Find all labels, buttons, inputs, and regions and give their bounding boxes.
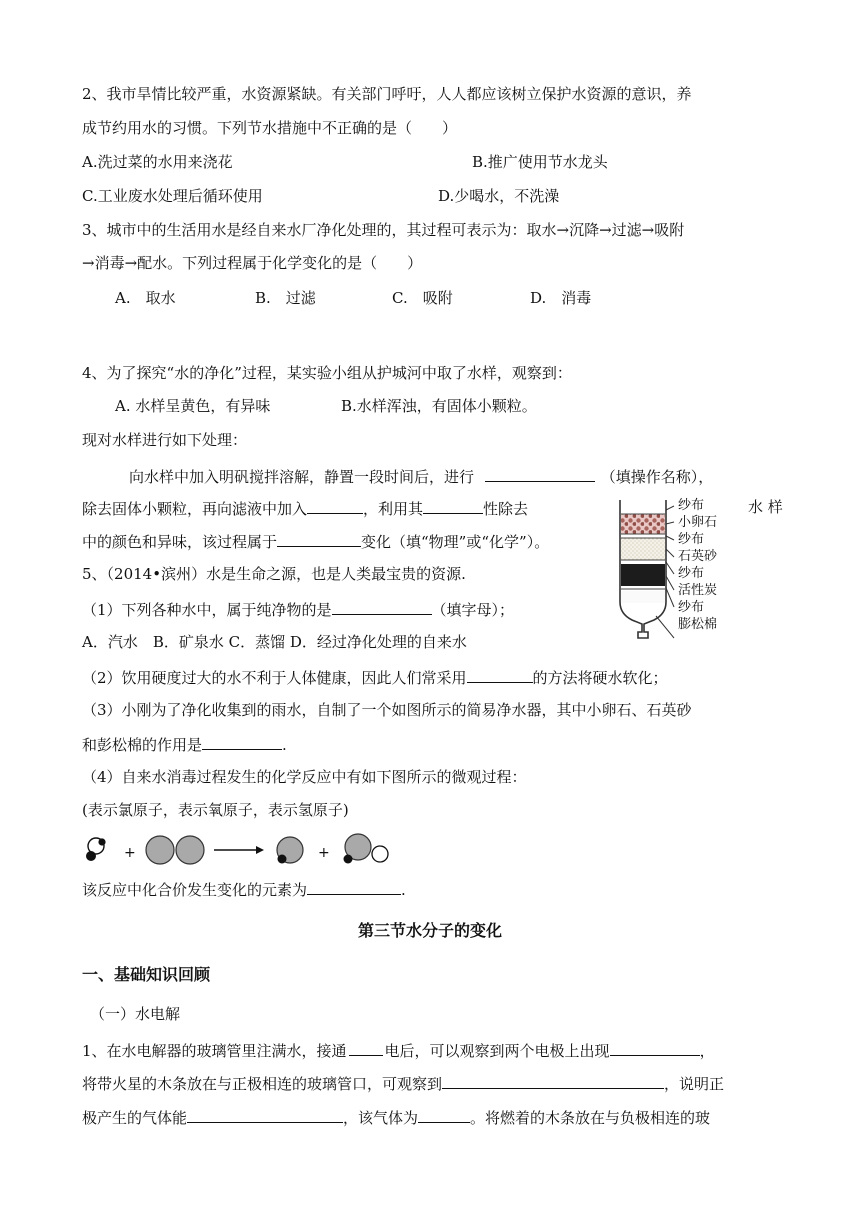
- e1-line2: [82, 1072, 724, 1094]
- q5-sub3-line1: （3）小刚为了净化收集到的雨水，自制了一个如图所示的简易净水器，其中小卵石、石英砂: [82, 701, 692, 719]
- q5-sub3-text-b: .: [282, 736, 287, 754]
- q4-para3: [82, 530, 549, 552]
- blank-change-type[interactable]: [277, 530, 361, 547]
- q5-sub1-options: A．汽水 B．矿泉水 C．蒸馏 D．经过净化处理的自来水: [82, 633, 467, 651]
- e1-line1: [82, 1039, 715, 1061]
- q5-sub1-text-a: （1）下列各种水中，属于纯净物的是: [82, 601, 332, 619]
- e1-text-c: ，: [699, 1042, 715, 1060]
- blank-power-type[interactable]: [349, 1039, 383, 1056]
- e1-line3: [82, 1106, 710, 1128]
- q2-option-c: C.工业废水处理后循环使用: [82, 187, 263, 205]
- q5-sub3-text-a: 和彭松棉的作用是: [82, 736, 203, 754]
- blank-filter-function[interactable]: [202, 733, 282, 750]
- filter-label: 纱布: [678, 566, 705, 581]
- blank-positive-observation[interactable]: [442, 1072, 664, 1089]
- e1-text-g: ，该气体为: [343, 1109, 419, 1127]
- q3-option-d: D. 消毒: [530, 289, 592, 307]
- q2-line2: 成节约用水的习惯。下列节水措施中不正确的是（ ）: [82, 119, 458, 137]
- plus-sign-1: +: [124, 845, 136, 861]
- e1-text-e: ，说明正: [664, 1075, 725, 1093]
- q4-observation-b: B.水样浑浊，有固体小颗粒。: [341, 397, 537, 415]
- hcl-molecule: [277, 837, 303, 864]
- q3-option-a: A. 取水: [115, 289, 176, 307]
- q2-options-row1: [82, 152, 608, 172]
- q4-para3-text-a: 中的颜色和异味，该过程属于: [82, 533, 278, 551]
- chlorine-molecule: [146, 836, 204, 864]
- q4-para2-text-a: 除去固体小颗粒，再向滤液中加入: [82, 500, 308, 518]
- q4-para1-text-b: （填操作名称），: [600, 468, 714, 486]
- filter-label: 活性炭: [678, 583, 718, 598]
- q3-line1: 3、城市中的生活用水是经自来水厂净化处理的，其过程可表示为：取水→沉降→过滤→吸附: [82, 221, 685, 239]
- reaction-diagram: [82, 830, 402, 870]
- q4-para3-text-b: 变化（填“物理”或“化学”）。: [361, 533, 550, 551]
- q5-sub4: （4）自来水消毒过程发生的化学反应中有如下图所示的微观过程：: [82, 768, 527, 786]
- q5-sub5: [82, 878, 406, 900]
- blank-element[interactable]: [307, 878, 401, 895]
- e1-text-h: 。将燃着的木条放在与负极相连的玻: [470, 1109, 711, 1127]
- q3-option-b: B. 过滤: [255, 289, 316, 307]
- q4-line3: 现对水样进行如下处理：: [82, 431, 248, 449]
- blank-reagent[interactable]: [307, 497, 363, 514]
- q4-para2-tail: 水 样: [748, 498, 783, 516]
- q2-option-d: D.少喝水，不洗澡: [438, 187, 560, 205]
- e1-text-f: 极产生的气体能: [82, 1109, 188, 1127]
- q5-sub3-line2: [82, 733, 287, 755]
- blank-gas-property[interactable]: [187, 1106, 343, 1123]
- q5-sub2-text-b: 的方法将硬水软化；: [532, 669, 668, 687]
- q3-line2: →消毒→配水。下列过程属于化学变化的是（ ）: [82, 254, 423, 272]
- q4-para1: [129, 465, 713, 487]
- filter-label: 纱布: [678, 600, 705, 615]
- blank-pure-water[interactable]: [332, 598, 432, 615]
- e1-text-d: 将带火星的木条放在与正极相连的玻璃管口，可观察到: [82, 1075, 443, 1093]
- q2-option-a: A.洗过菜的水用来浇花: [82, 153, 233, 171]
- q5-sub4-note: (表示氯原子，表示氧原子，表示氢原子): [82, 801, 349, 819]
- reaction-arrow-head: [256, 846, 264, 854]
- q4-observation-a: A. 水样呈黄色，有异味: [115, 397, 271, 415]
- filter-label: 纱布: [678, 532, 705, 547]
- filter-label: 膨松棉: [678, 617, 718, 632]
- q3-option-c: C. 吸附: [392, 289, 453, 307]
- plus-sign-2: +: [318, 845, 330, 861]
- q5-sub2-text-a: （2）饮用硬度过大的水不利于人体健康，因此人们常采用: [82, 669, 467, 687]
- q4-para2-text-c: 性除去: [483, 500, 529, 518]
- part-heading: 一、基础知识回顾: [82, 965, 211, 984]
- q2-line1: 2、我市旱情比较严重，水资源紧缺。有关部门呼吁，人人都应该树立保护水资源的意识，养: [82, 85, 692, 103]
- blank-gas-name[interactable]: [418, 1106, 470, 1123]
- section-title: 第三节水分子的变化: [357, 921, 502, 940]
- q4-observations: [115, 396, 537, 416]
- blank-property[interactable]: [423, 497, 483, 514]
- filter-labels: [678, 497, 717, 633]
- e1-text-a: 1、在水电解器的玻璃管里注满水，接通: [82, 1042, 347, 1060]
- q3-options: [115, 288, 591, 308]
- filter-label: 纱布: [678, 498, 705, 513]
- q5-sub5-text-a: 该反应中化合价发生变化的元素为: [82, 881, 308, 899]
- q5-sub5-text-b: .: [401, 881, 406, 899]
- q2-options-row2: [82, 186, 559, 206]
- q5-sub1-text-b: （填字母）；: [431, 601, 515, 619]
- q2-option-b: B.推广使用节水龙头: [472, 153, 608, 171]
- filter-label: 小卵石: [678, 515, 718, 530]
- q4-para2: [82, 497, 528, 519]
- hclo-molecule: [344, 834, 389, 864]
- blank-electrode-phenomenon[interactable]: [610, 1039, 700, 1056]
- q5-sub2: [82, 666, 668, 688]
- sub-heading: （一）水电解: [90, 1005, 181, 1023]
- q5-line1: 5、（2014•滨州）水是生命之源，也是人类最宝贵的资源.: [82, 565, 466, 583]
- e1-text-b: 电后，可以观察到两个电极上出现: [384, 1042, 610, 1060]
- q4-para1-text-a: 向水样中加入明矾搅拌溶解，静置一段时间后，进行: [129, 468, 475, 486]
- reaction-drawing: [82, 830, 402, 870]
- blank-softening-method[interactable]: [467, 666, 533, 683]
- q5-sub1: [82, 598, 514, 620]
- hclo-like-molecule-left: [86, 838, 106, 861]
- q4-para2-text-b: ，利用其: [363, 500, 424, 518]
- filter-label: 石英砂: [678, 549, 718, 564]
- water-filter-figure: [612, 494, 802, 652]
- blank-operation[interactable]: [485, 465, 595, 482]
- q4-line1: 4、为了探究“水的净化”过程，某实验小组从护城河中取了水样，观察到：: [82, 364, 572, 382]
